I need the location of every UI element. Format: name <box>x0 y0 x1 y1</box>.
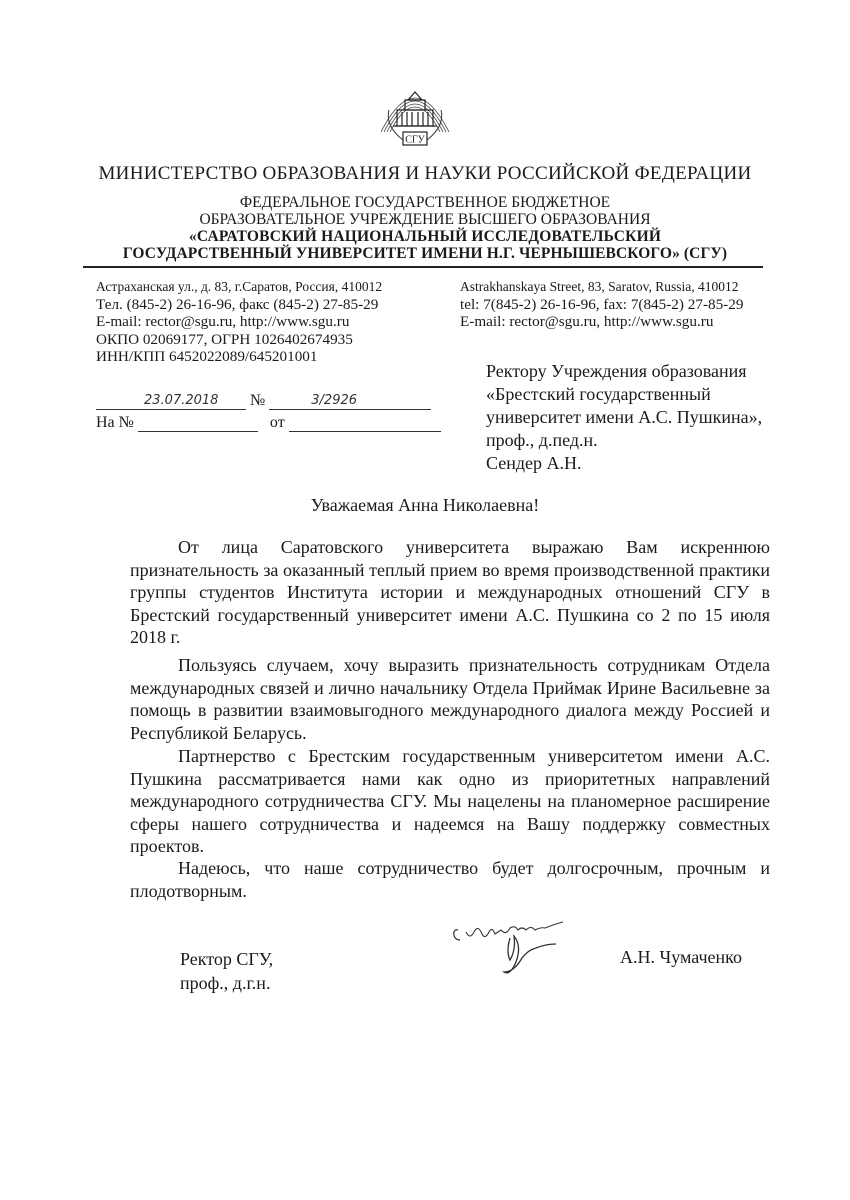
outgoing-date-field <box>96 393 246 410</box>
greeting: Уважаемая Анна Николаевна! <box>310 495 540 515</box>
addressee-line-5: Сендер А.Н. <box>486 453 582 473</box>
addressee-line-2: «Брестский государственный <box>486 384 711 404</box>
reply-date-field <box>289 415 441 432</box>
address-en: Astrakhanskaya Street, 83, Saratov, Russia, 410012 <box>460 279 739 294</box>
okpo-ogrn: ОКПО 02069177, ОГРН 1026402674935 <box>96 330 353 348</box>
signatory-title-block <box>180 947 273 995</box>
email-en: E-mail: rector@sgu.ru, http://www.sgu.ru <box>460 313 714 330</box>
addressee-block <box>486 360 762 475</box>
reply-number-field <box>138 415 258 432</box>
addressee-line-3: университет имени А.С. Пушкина», <box>486 407 763 427</box>
reply-number-label: На № <box>96 414 134 431</box>
number-label: № <box>250 392 266 409</box>
email-ru: E-mail: rector@sgu.ru, http://www.sgu.ru <box>96 313 350 330</box>
body-paragraph-3: Партнерство с Брестским государственным университетом имени А.С. Пушкина рассматривается нами как одно из приоритетных направлений международного сотрудничества СГУ. Мы нацелены на планомерное расширение сферы нашего сотрудничества и надеемся на Вашу поддержку совместных проектов. <box>130 746 770 856</box>
inn-kpp: ИНН/КПП 6452022089/645201001 <box>96 348 318 365</box>
body-paragraph-4: Надеюсь, что наше сотрудничество будет долгосрочным, прочным и плодотворным. <box>130 858 770 901</box>
registration-block <box>96 392 441 436</box>
contacts-russian <box>96 278 382 366</box>
institution-line-2: ОБРАЗОВАТЕЛЬНОЕ УЧРЕЖДЕНИЕ ВЫСШЕГО ОБРАЗОВАНИЯ <box>199 211 651 228</box>
signatory-name: А.Н. Чумаченко <box>620 947 743 967</box>
institution-line-3: «САРАТОВСКИЙ НАЦИОНАЛЬНЫЙ ИССЛЕДОВАТЕЛЬСКИЙ <box>188 228 662 245</box>
body-paragraph-2: Пользуясь случаем, хочу выразить признательность сотрудникам Отдела международных связей и лично начальнику Отдела Приймак Ирине Васильевне за помощь в развитии взаимовыгодного международного диалога между Россией и Республикой Беларусь. <box>130 655 770 743</box>
institution-line-1: ФЕДЕРАЛЬНОЕ ГОСУДАРСТВЕННОЕ БЮДЖЕТНОЕ <box>239 194 611 211</box>
address-ru: Астраханская ул., д. 83, г.Саратов, Россия, 410012 <box>96 279 383 294</box>
sgu-building-emblem-icon <box>375 70 455 160</box>
signatory-position: Ректор СГУ, <box>180 949 274 969</box>
university-emblem <box>375 70 455 160</box>
emblem-label: СГУ <box>405 134 425 146</box>
phone-ru: Тел. (845-2) 26-16-96, факс (845-2) 27-85-29 <box>96 295 379 313</box>
contacts-english <box>460 278 743 331</box>
institution-line-4: ГОСУДАРСТВЕННЫЙ УНИВЕРСИТЕТ ИМЕНИ Н.Г. ЧЕРНЫШЕВСКОГО» (СГУ) <box>122 245 728 262</box>
outgoing-number-field <box>269 393 431 410</box>
header-divider <box>83 266 763 268</box>
addressee-line-1: Ректору Учреждения образования <box>486 361 747 381</box>
signatory-degree: проф., д.г.н. <box>180 973 271 993</box>
handwritten-signature <box>450 910 620 990</box>
body-paragraph-1: От лица Саратовского университета выражаю Вам искреннюю признательность за оказанный теплый прием во время производственной практики группы студентов Института истории и международных отношений СГУ в Брестский государственный университет имени А.С. Пушкина со 2 по 15 июля 2018 г. <box>130 537 770 647</box>
outgoing-date: 23.07.2018 <box>144 393 219 408</box>
reply-from-label: от <box>269 414 285 431</box>
outgoing-number: 3/2926 <box>311 393 358 408</box>
ministry-heading: МИНИСТЕРСТВО ОБРАЗОВАНИЯ И НАУКИ РОССИЙСКОЙ ФЕДЕРАЦИИ <box>98 163 752 184</box>
phone-en: tel: 7(845-2) 26-16-96, fax: 7(845-2) 27-85-29 <box>460 295 744 313</box>
addressee-line-4: проф., д.пед.н. <box>486 430 598 450</box>
